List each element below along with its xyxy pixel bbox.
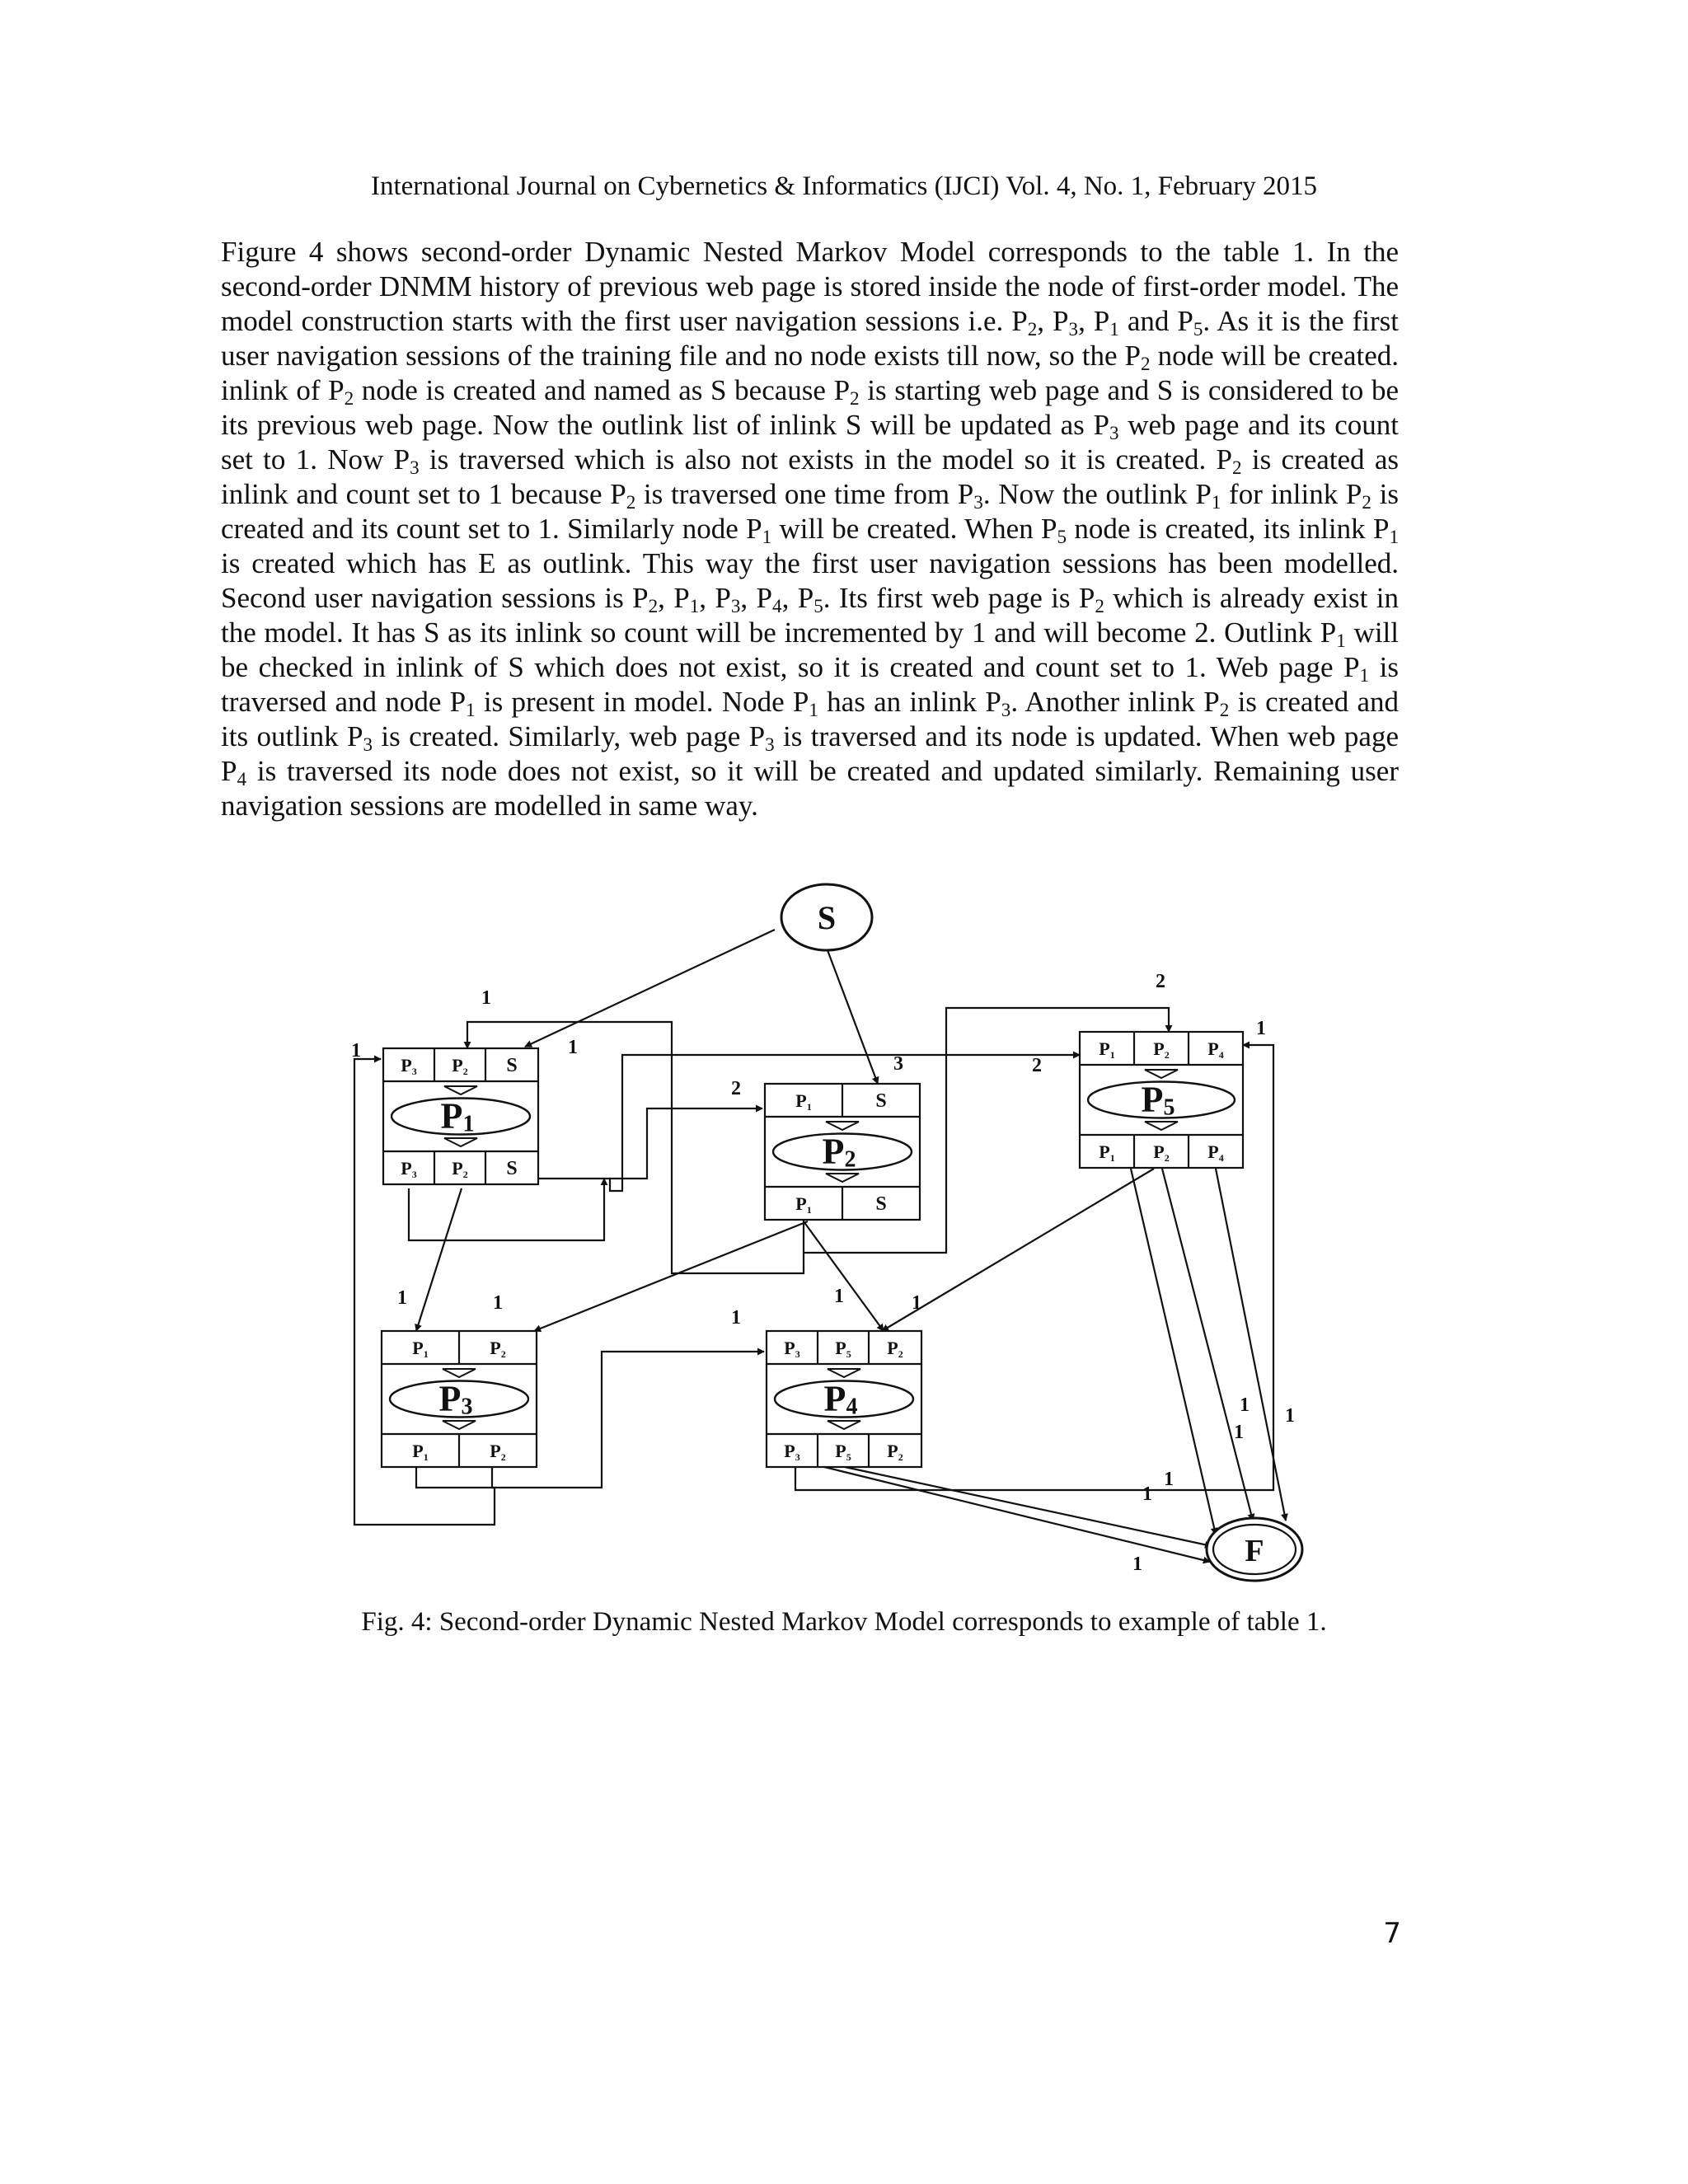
edge-label: 1 bbox=[912, 1292, 921, 1314]
edge-p1-out-loop bbox=[409, 1179, 604, 1240]
subscript: 1 bbox=[1359, 663, 1370, 686]
cell-label: P2 bbox=[887, 1441, 903, 1463]
node-p2 bbox=[765, 1084, 920, 1220]
edge-p5-f-3 bbox=[1216, 1169, 1286, 1521]
subscript: 4 bbox=[772, 594, 782, 616]
node-name: P3 bbox=[438, 1378, 473, 1420]
subscript: 2 bbox=[1027, 317, 1038, 340]
cell-label: P1 bbox=[1099, 1141, 1115, 1164]
cell-label: P2 bbox=[490, 1338, 506, 1360]
node-name: P4 bbox=[823, 1378, 858, 1420]
edge-p5-p4 bbox=[882, 1169, 1154, 1331]
subscript: 3 bbox=[730, 594, 741, 616]
edge-label: 1 bbox=[481, 987, 491, 1009]
subscript: 5 bbox=[1193, 317, 1203, 340]
edge-p5-f-2 bbox=[1162, 1169, 1253, 1521]
edge-label: 1 bbox=[397, 1287, 407, 1309]
cell-label: P3 bbox=[784, 1338, 800, 1360]
subscript: 3 bbox=[973, 490, 983, 513]
edge-label: 1 bbox=[568, 1037, 578, 1058]
start-node bbox=[781, 884, 872, 950]
cell-label: S bbox=[506, 1055, 518, 1076]
page-number: 7 bbox=[1383, 1917, 1401, 1950]
cell-label: P5 bbox=[835, 1441, 851, 1463]
subscript: 5 bbox=[1057, 525, 1067, 547]
subscript: 2 bbox=[1219, 698, 1230, 720]
node-name: P5 bbox=[1141, 1079, 1175, 1121]
node-p4 bbox=[767, 1331, 921, 1467]
subscript: 3 bbox=[1068, 317, 1079, 340]
journal-header: International Journal on Cybernetics & Informatics (IJCI) Vol. 4, No. 1, February 2015 bbox=[370, 171, 1318, 201]
node-p5 bbox=[1080, 1032, 1243, 1168]
subscript: 1 bbox=[809, 698, 818, 720]
subscript: 1 bbox=[1211, 490, 1221, 513]
subscript: 3 bbox=[410, 456, 420, 478]
node-p1 bbox=[383, 1048, 538, 1184]
subscript: 4 bbox=[237, 767, 247, 790]
subscript: 2 bbox=[1095, 594, 1104, 616]
edge-label: 1 bbox=[1240, 1394, 1250, 1416]
cell-label: P2 bbox=[1153, 1141, 1170, 1164]
node-p3 bbox=[382, 1331, 537, 1467]
edge-label: 1 bbox=[1256, 1018, 1266, 1039]
edge-label: 1 bbox=[1132, 1554, 1142, 1575]
final-node bbox=[1207, 1518, 1302, 1581]
edge-label: 1 bbox=[351, 1040, 361, 1062]
subscript: 2 bbox=[850, 387, 860, 409]
cell-label: P4 bbox=[1207, 1038, 1224, 1061]
edge-label: 2 bbox=[731, 1078, 741, 1099]
edge-label: 1 bbox=[493, 1292, 503, 1314]
edge-label: 1 bbox=[1285, 1405, 1295, 1427]
cell-label: P1 bbox=[412, 1338, 429, 1360]
cell-label: P5 bbox=[835, 1338, 851, 1360]
cell-label: S bbox=[875, 1090, 887, 1112]
subscript: 3 bbox=[1109, 421, 1119, 443]
cell-label: S bbox=[506, 1158, 518, 1179]
cell-label: P2 bbox=[452, 1055, 468, 1077]
start-label: S bbox=[817, 899, 837, 936]
edge-label: 3 bbox=[893, 1053, 903, 1075]
subscript: 1 bbox=[689, 594, 700, 616]
edge-p1-p2 bbox=[610, 1108, 762, 1179]
cell-label: P3 bbox=[401, 1055, 417, 1077]
edge-s-p1 bbox=[525, 930, 775, 1047]
subscript: 1 bbox=[1109, 317, 1119, 340]
cell-label: P2 bbox=[1153, 1038, 1170, 1061]
edge-p4-f-2 bbox=[824, 1467, 1210, 1562]
cell-label: P1 bbox=[795, 1090, 812, 1113]
edge-label: 1 bbox=[1142, 1483, 1152, 1505]
cell-label: P2 bbox=[452, 1158, 468, 1180]
final-label: F bbox=[1245, 1534, 1264, 1568]
subscript: 2 bbox=[1141, 352, 1151, 374]
edge-label: 2 bbox=[1032, 1055, 1042, 1076]
nodes bbox=[382, 1032, 1243, 1467]
paragraph-figure-4-description: Figure 4 shows second-order Dynamic Nested Markov Model corresponds to the table 1. In the second-order DNMM history of previous web page is stored inside the node of first-order model. The model construction starts with the first user navigation sessions i.e. $P_2$, $P_3$, $P_1$ and $P_5$. As it is the first user navigation sessions of the training file and no node exists till now, so the $P_2$ node will be created. inlink of $P_2$ node is created and named as S because $P_2$ is starting web page and S is considered to be its previous web page. Now the outlink list of inlink S will be updated as $P_3$ web page and its count set to 1. Now $P_3$ is traversed which is also not exists in the model so it is created. $P_2$ is created as inlink and count set to 1 because $P_2$ is traversed one time from $P_3$. Now the outlink $P_1$ for inlink $P_2$ is created and its count set to 1. Similarly node $P_1$ will be created. When $P_5$ node is created, its inlink $P_1$ is created which has E as outlink. This way the first user navigation sessions has been modelled. Second user navigation sessions is $P_2$, $P_1$, $P_3$, $P_4$, $P_5$. Its first web page is $P_2$ which is already exist in the model. It has S as its inlink so count will be incremented by 1 and will become 2. Outlink $P_1$ will be checked in inlink of S which does not exist, so it is created and count set to 1. Web page $P_1$ is traversed and node $P_1$ is present in model. Node $P_1$ has an inlink $P_3$. Another inlink $P_2$ is created and its outlink $P_3$ is created. Similarly, web page $P_3$ is traversed and its node is updated. When web page $P_4$ is traversed its node does not exist, so it will be created and updated similarly. Remaining user navigation sessions are modelled in same way. bbox=[221, 236, 1400, 822]
cell-label: S bbox=[875, 1193, 887, 1215]
subscript: 3 bbox=[765, 733, 775, 755]
subscript: 2 bbox=[626, 490, 636, 513]
edge-label: 1 bbox=[1164, 1469, 1174, 1490]
edge-p1-p3 bbox=[416, 1188, 462, 1331]
cell-label: P1 bbox=[1099, 1038, 1115, 1061]
figure-caption: Fig. 4: Second-order Dynamic Nested Markov Model corresponds to example of table 1. bbox=[361, 1607, 1327, 1637]
cell-label: P1 bbox=[795, 1193, 812, 1216]
edge-p2-p4 bbox=[804, 1221, 884, 1331]
subscript: 2 bbox=[1232, 456, 1242, 478]
subscript: 3 bbox=[363, 733, 373, 755]
node-name: P2 bbox=[822, 1131, 856, 1173]
subscript: 1 bbox=[1336, 629, 1346, 651]
node-name: P1 bbox=[440, 1095, 475, 1137]
subscript: 2 bbox=[648, 594, 659, 616]
edge-label: 1 bbox=[731, 1307, 741, 1329]
cell-label: P2 bbox=[490, 1441, 506, 1463]
edge-label: 1 bbox=[1234, 1422, 1244, 1443]
cell-label: P2 bbox=[887, 1338, 903, 1360]
subscript: 3 bbox=[1001, 698, 1011, 720]
edge-s-p2 bbox=[828, 950, 878, 1084]
cell-label: P3 bbox=[784, 1441, 800, 1463]
edge-label: 2 bbox=[1156, 971, 1165, 992]
subscript: 2 bbox=[1362, 490, 1372, 513]
subscript: 1 bbox=[762, 525, 772, 547]
cell-label: P1 bbox=[412, 1441, 429, 1463]
subscript: 5 bbox=[814, 594, 823, 616]
edge-p4-f-1 bbox=[845, 1467, 1212, 1546]
cell-label: P3 bbox=[401, 1158, 417, 1180]
subscript: 1 bbox=[1389, 525, 1400, 547]
cell-label: P4 bbox=[1207, 1141, 1224, 1164]
subscript: 1 bbox=[466, 698, 476, 720]
edge-label: 1 bbox=[834, 1286, 844, 1307]
subscript: 2 bbox=[344, 387, 354, 409]
